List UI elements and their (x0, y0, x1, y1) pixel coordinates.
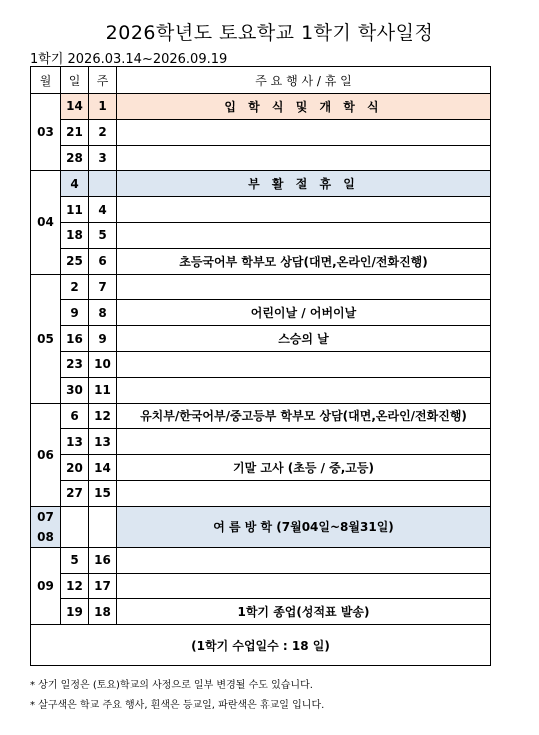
table-row (31, 119, 491, 145)
day-cell: 28 (61, 145, 89, 171)
table-row (31, 145, 491, 171)
event-cell (117, 197, 491, 223)
table-row (31, 274, 491, 300)
week-cell: 4 (89, 197, 117, 223)
week-cell: 3 (89, 145, 117, 171)
notes (30, 676, 324, 716)
day-cell: 20 (61, 455, 89, 481)
week-cell: 8 (89, 300, 117, 326)
day-cell: 21 (61, 119, 89, 145)
day-cell (61, 506, 89, 547)
header-row (31, 67, 491, 94)
month-cell: 04 (31, 171, 61, 274)
day-cell: 9 (61, 300, 89, 326)
event-cell (117, 145, 491, 171)
week-cell: 14 (89, 455, 117, 481)
table-row (31, 351, 491, 377)
table-row (31, 429, 491, 455)
week-cell (89, 171, 117, 197)
table-row (31, 94, 491, 120)
week-cell: 9 (89, 326, 117, 352)
week-cell: 2 (89, 119, 117, 145)
table-row (31, 547, 491, 573)
day-cell: 11 (61, 197, 89, 223)
week-cell: 17 (89, 573, 117, 599)
event-cell: 유치부/한국어부/중고등부 학부모 상담(대면,온라인/전화진행) (117, 403, 491, 429)
note-line: * 상기 일정은 (토요)학교의 사정으로 일부 변경될 수도 있습니다. (30, 680, 313, 691)
week-cell (89, 506, 117, 547)
table-row (31, 300, 491, 326)
table-row (31, 171, 491, 197)
event-cell: 어린이날 / 어버이날 (117, 300, 491, 326)
schedule-table (30, 66, 491, 666)
event-cell (117, 351, 491, 377)
total-school-days: (1학기 수업일수 : 18 일) (31, 625, 491, 666)
day-cell: 2 (61, 274, 89, 300)
week-cell: 18 (89, 599, 117, 625)
day-cell: 5 (61, 547, 89, 573)
day-cell: 4 (61, 171, 89, 197)
day-cell: 18 (61, 222, 89, 248)
event-header: 주 요 행 사 / 휴 일 (117, 67, 491, 94)
day-cell: 27 (61, 480, 89, 506)
event-cell: 기말 고사 (초등 / 중,고등) (117, 455, 491, 481)
event-cell (117, 119, 491, 145)
week-cell: 12 (89, 403, 117, 429)
day-cell: 16 (61, 326, 89, 352)
day-cell: 19 (61, 599, 89, 625)
note-line: * 살구색은 학교 주요 행사, 흰색은 등교일, 파란색은 휴교일 입니다. (30, 700, 325, 711)
day-cell: 6 (61, 403, 89, 429)
table-row (31, 377, 491, 403)
table-row (31, 455, 491, 481)
month-cell: 07 08 (31, 506, 61, 547)
table-row (31, 326, 491, 352)
week-cell: 11 (89, 377, 117, 403)
event-cell: 부 활 절 휴 일 (117, 171, 491, 197)
total-row (31, 625, 491, 666)
event-cell: 초등국어부 학부모 상담(대면,온라인/전화진행) (117, 248, 491, 274)
week-cell: 13 (89, 429, 117, 455)
table-row (31, 197, 491, 223)
month-header: 월 (31, 67, 61, 94)
day-cell: 13 (61, 429, 89, 455)
table-row (31, 506, 491, 547)
table-row (31, 403, 491, 429)
event-cell (117, 429, 491, 455)
month-cell: 06 (31, 403, 61, 506)
event-cell: 스승의 날 (117, 326, 491, 352)
day-cell: 23 (61, 351, 89, 377)
week-cell: 15 (89, 480, 117, 506)
week-header: 주 (89, 67, 117, 94)
table-row (31, 573, 491, 599)
month-cell: 05 (31, 274, 61, 403)
week-cell: 10 (89, 351, 117, 377)
day-cell: 14 (61, 94, 89, 120)
week-cell: 7 (89, 274, 117, 300)
month-cell: 09 (31, 547, 61, 624)
event-cell (117, 547, 491, 573)
event-cell: 여 름 방 학 (7월04일~8월31일) (117, 506, 491, 547)
table-row (31, 599, 491, 625)
week-cell: 1 (89, 94, 117, 120)
semester-period: 1학기 2026.03.14~2026.09.19 (30, 52, 228, 67)
event-cell (117, 480, 491, 506)
week-cell: 5 (89, 222, 117, 248)
event-cell (117, 222, 491, 248)
month-cell: 03 (31, 94, 61, 171)
event-cell: 1학기 종업(성적표 발송) (117, 599, 491, 625)
event-cell (117, 274, 491, 300)
week-cell: 16 (89, 547, 117, 573)
table-row (31, 222, 491, 248)
day-header: 일 (61, 67, 89, 94)
day-cell: 12 (61, 573, 89, 599)
event-cell: 입 학 식 및 개 학 식 (117, 94, 491, 120)
table-row (31, 480, 491, 506)
week-cell: 6 (89, 248, 117, 274)
day-cell: 25 (61, 248, 89, 274)
day-cell: 30 (61, 377, 89, 403)
event-cell (117, 573, 491, 599)
page-title: 2026학년도 토요학교 1학기 학사일정 (105, 22, 434, 44)
event-cell (117, 377, 491, 403)
table-row (31, 248, 491, 274)
